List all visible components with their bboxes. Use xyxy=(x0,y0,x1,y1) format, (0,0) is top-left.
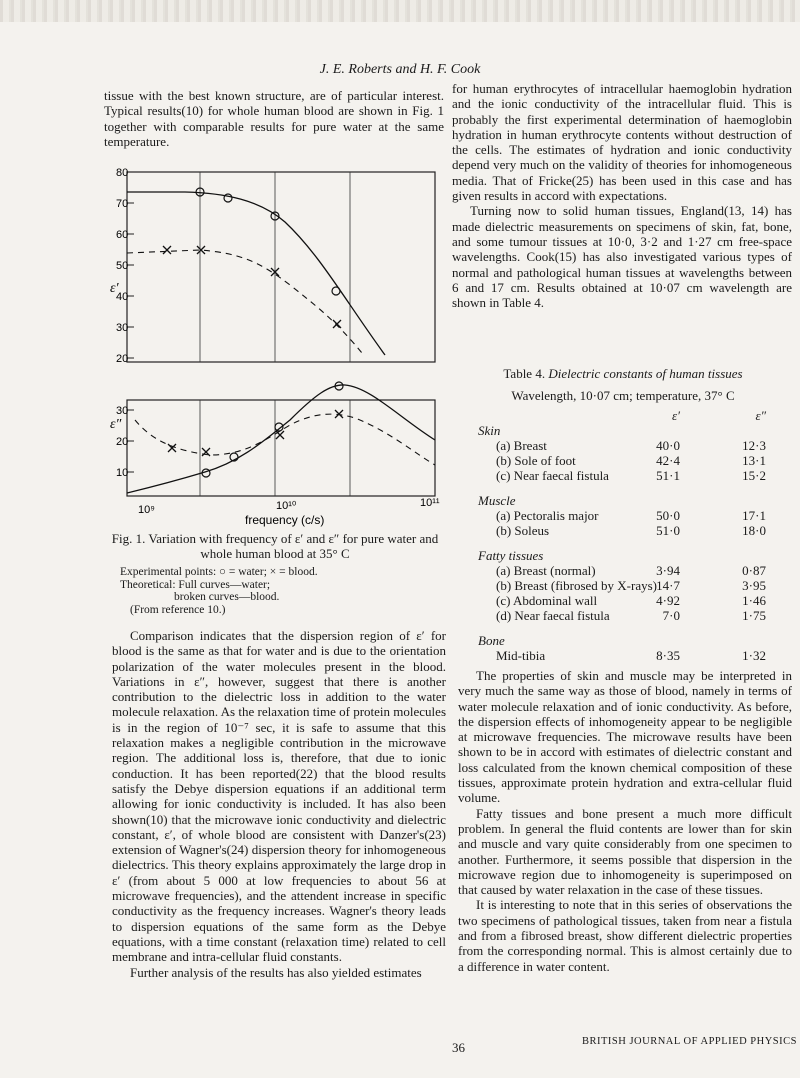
upper-y-tick-label: 70 xyxy=(116,198,129,210)
blood-eps1-points xyxy=(163,246,341,328)
eps2-value: 1·32 xyxy=(742,648,766,663)
eps2-value: 3·95 xyxy=(742,578,766,593)
x-tick-label: 10¹¹ xyxy=(420,497,440,509)
left-column-bottom xyxy=(112,628,446,980)
paragraph: It is interesting to note that in this series of observations the two specimens of pathological tissues, taken from near a fistula and from a fibrosed breast, show different dielectric properties from the corresponding normal. This is almost certainly due to a difference in water content. xyxy=(458,897,792,974)
paragraph: The properties of skin and muscle may be interpreted in very much the same way as those of blood, namely in terms of water molecule relaxation and of ionic conductivity. As before, the dispersion effects of inhomogeneity appear to be negligible at microwave frequencies. The microwave results have been shown to be in accord with estimates of dielectric constant and loss calculated from the known chemical composition of these tissues, approximate protein hydration and extra-cellular fluid volume. xyxy=(458,668,792,806)
eps1-value: 51·1 xyxy=(656,468,680,483)
eps2-value: 1·75 xyxy=(742,608,766,623)
right-column-bottom xyxy=(458,668,792,974)
water-eps1-curve xyxy=(127,192,385,355)
row-label: (a) Breast xyxy=(496,438,547,453)
dielectric-table xyxy=(478,408,788,663)
row-label: (b) Breast (fibrosed by X-rays) xyxy=(496,578,658,593)
paragraph: Fatty tissues and bone present a much more difficult problem. In general the fluid contents are lower than for skin and muscle and vary quite considerably from one specimen to another. Furthermore, it seems possible that dispersion in the microwave region due to inhomogeneity is superimposed on that caused by water relaxation in the case of these tissues. xyxy=(458,805,792,898)
lower-y-tick-label: 10 xyxy=(116,467,129,479)
paragraph: Comparison indicates that the dispersion region of ε′ for blood is the same as that for water and is due to the orientation polarization of the water molecules present in the blood. Variations in ε″, however, suggest that there is another contribution to the dielectric loss in addition to the water molecule relaxation. As the relaxation time of protein molecules is in the region of 10⁻⁷ sec, it is safe to assume that this relaxation makes a negligible contribution in the microwave region. The additional loss is, therefore, that due to ionic conduction. It has been reported(22) that the blood results satisfy the Debye dispersion equations if an additional term allowing for ionic conductivity is included. It has also been shown(10) that the microwave ionic conductivity and dielectric constant, ε′, of whole blood are consistent with Danzer's(23) extension of Wagner's(24) dispersion theory for inhomogeneous dielectrics. This theory explains approximately the large drop in ε′ (from about 5 000 at low frequencies to about 56 at microwave frequencies), and the attendent increase in specific conductivity as the frequency increases. Wagner's theory leads to dispersion equations of the same form as the Debye equations, with a time constant (relaxation time) related to cell membrane and intra-cellular fluid constants. xyxy=(112,628,446,965)
eps1-value: 50·0 xyxy=(656,508,680,523)
row-label: (b) Sole of foot xyxy=(496,453,576,468)
x-tick-label: 10⁹ xyxy=(138,504,155,516)
upper-panel-frame xyxy=(127,172,435,362)
table-gap xyxy=(478,538,788,548)
upper-y-ticks xyxy=(116,167,134,365)
table-caption: Dielectric constants of human tissues xyxy=(548,366,743,381)
table-row xyxy=(478,468,788,483)
table-gap xyxy=(478,623,788,633)
figure-note: Experimental points: ○ = water; × = blood. xyxy=(120,566,318,578)
col-header-eps1: ε′ xyxy=(672,408,680,423)
eps1-value: 51·0 xyxy=(656,523,680,538)
table-row xyxy=(478,608,788,623)
x-tick-label: 10¹⁰ xyxy=(276,500,297,512)
figure-note: (From reference 10.) xyxy=(130,603,226,616)
blood-eps2-points xyxy=(168,410,343,456)
eps2-value: 0·87 xyxy=(742,563,766,578)
eps1-value: 7·0 xyxy=(662,608,680,623)
table-gap xyxy=(478,483,788,493)
upper-y-tick-label: 60 xyxy=(116,229,129,241)
eps2-value: 13·1 xyxy=(742,453,766,468)
eps1-value: 3·94 xyxy=(656,563,680,578)
row-label: (a) Pectoralis major xyxy=(496,508,599,523)
table-subtitle: Wavelength, 10·07 cm; temperature, 37° C xyxy=(511,388,735,403)
page-number: 36 xyxy=(452,1040,465,1055)
upper-y-tick-label: 50 xyxy=(116,260,129,272)
eps2-value: 1·46 xyxy=(742,593,766,608)
paragraph: for human erythrocytes of intracellular haemoglobin hydration and the ionic conductivity of the intracellular fluid. This is probably the first experimental determination of haemoglobin hydration in human erythrocyte contents without destruction of the cells. The estimates of hydration and ionic conductivity depend very much on the validity of theories for inhomogeneous media. That of Fricke(25) has been used in this case and has given results in accord with expectations. xyxy=(452,81,792,204)
table-group-heading: Bone xyxy=(478,633,505,648)
upper-y-tick-label: 40 xyxy=(116,291,129,303)
table-row xyxy=(478,453,788,468)
water-eps1-point xyxy=(224,194,232,202)
table-header xyxy=(478,408,788,423)
table-row xyxy=(478,648,788,663)
blood-eps2-curve xyxy=(135,414,435,465)
lower-y-tick-label: 20 xyxy=(116,436,129,448)
table-group-heading: Muscle xyxy=(478,493,516,508)
table-group-heading: Skin xyxy=(478,423,501,438)
eps1-value: 8·35 xyxy=(656,648,680,663)
eps1-value: 4·92 xyxy=(656,593,680,608)
eps1-value: 42·4 xyxy=(656,453,680,468)
table-row xyxy=(478,578,788,593)
row-label: (c) Abdominal wall xyxy=(496,593,598,608)
table-row xyxy=(478,523,788,538)
row-label: (d) Near faecal fistula xyxy=(496,608,610,623)
row-label: (a) Breast (normal) xyxy=(496,563,596,578)
row-label: (b) Soleus xyxy=(496,523,550,538)
running-head: J. E. Roberts and H. F. Cook xyxy=(319,62,481,77)
eps1-value: 14·7 xyxy=(656,578,680,593)
table-number: Table 4. xyxy=(503,366,546,381)
row-label: (c) Near faecal fistula xyxy=(496,468,609,483)
row-label: Mid-tibia xyxy=(496,648,546,663)
paragraph: tissue with the best known structure, are of particular interest. Typical results(10) for whole human blood are shown in Fig. 1 together with comparable results for pure water at the same temperature. xyxy=(104,88,444,149)
upper-y-tick-label: 80 xyxy=(116,167,129,179)
figure-note: Theoretical: Full curves—water; xyxy=(120,578,271,591)
upper-y-axis-label: ε′ xyxy=(110,281,119,296)
col-header-eps2: ε″ xyxy=(755,408,766,423)
upper-gridlines xyxy=(200,172,350,362)
blood-eps1-curve xyxy=(127,250,362,353)
lower-y-tick-label: 30 xyxy=(116,405,129,417)
figure-note: broken curves—blood. xyxy=(174,591,280,603)
table-row xyxy=(478,508,788,523)
journal-footer: BRITISH JOURNAL OF APPLIED PHYSICS xyxy=(582,1036,797,1047)
paragraph: Turning now to solid human tissues, England(13, 14) has made dielectric measurements on specimens of skin, fat, bone, and some tumour tissues at 10·0, 3·2 and 1·27 cm free-space wavelengths. Cook(15) has also investigated various types of normal and pathological human tissues at wavelengths between 6 and 17 cm. Results obtained at 10·07 cm wavelength are shown in Table 4. xyxy=(452,203,792,311)
water-eps1-point xyxy=(332,287,340,295)
figure-caption: Fig. 1. Variation with frequency of ε′ and ε″ for pure water and whole human blood at 35° C xyxy=(111,531,439,561)
eps2-value: 15·2 xyxy=(742,468,766,483)
eps2-value: 18·0 xyxy=(742,523,766,538)
table-group-heading: Fatty tissues xyxy=(478,548,544,563)
eps1-value: 40·0 xyxy=(656,438,680,453)
upper-y-tick-label: 30 xyxy=(116,322,129,334)
lower-y-axis-label: ε″ xyxy=(110,417,122,432)
figure-notes xyxy=(120,566,420,616)
table-title xyxy=(458,366,788,382)
water-eps2-curve xyxy=(127,385,435,493)
eps2-value: 12·3 xyxy=(742,438,766,453)
paragraph: Further analysis of the results has also yielded estimates xyxy=(130,964,422,980)
table-row xyxy=(478,593,788,608)
upper-y-tick-label: 20 xyxy=(116,353,129,365)
table-row xyxy=(478,438,788,453)
right-column-top xyxy=(452,81,792,310)
x-axis-label: frequency (c/s) xyxy=(245,513,325,527)
eps2-value: 17·1 xyxy=(742,508,766,523)
table-row xyxy=(478,563,788,578)
